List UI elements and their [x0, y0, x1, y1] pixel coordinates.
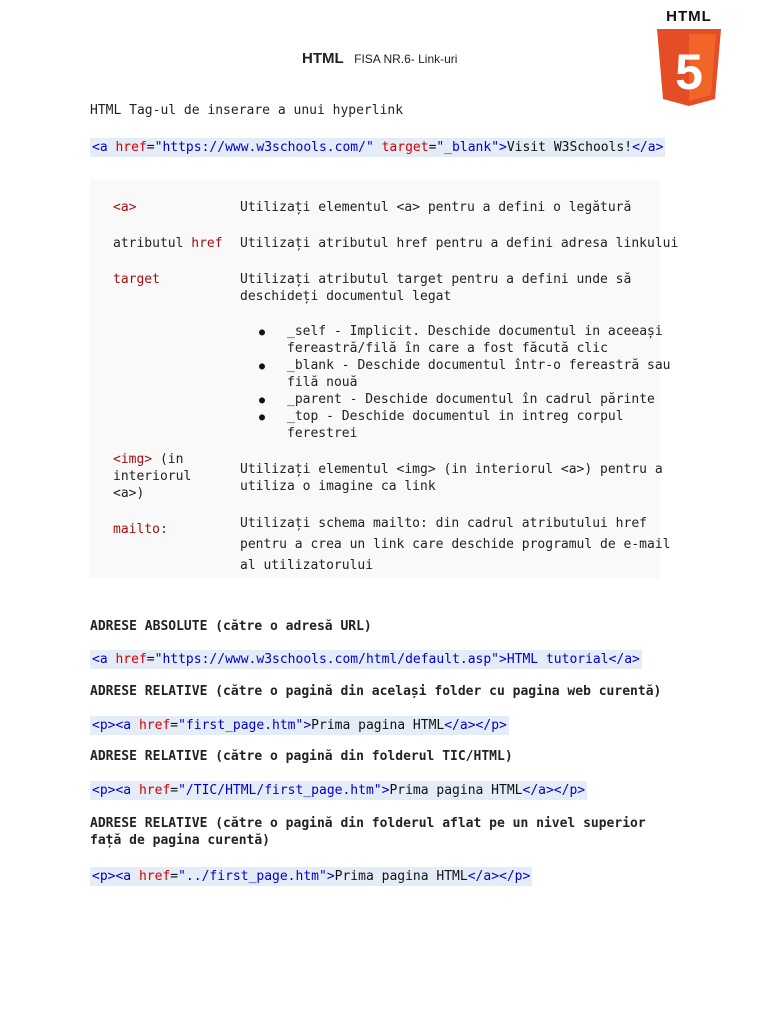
code-rel1: <p><a href="first_page.htm">Prima pagina HTML</a></p> [92, 718, 507, 733]
code-example-1: <a href="https://www.w3schools.com/" target="_blank">Visit W3Schools!</a> [92, 140, 664, 155]
logo-text: HTML [666, 8, 712, 25]
table-desc-img: Utilizați elementul <img> (in interiorul <a>) pentru a utiliza o imagine ca link [240, 462, 663, 494]
table-term-target: target [113, 272, 160, 287]
table-term-mailto: mailto: [113, 522, 168, 537]
table-desc-href: Utilizați atributul href pentru a defini adresa linkului [240, 236, 679, 251]
rel3-title: ADRESE RELATIVE (către o pagină din folderul aflat pe un nivel superior față de pagina curentă) [90, 816, 646, 848]
abs-title: ADRESE ABSOLUTE (către o adresă URL) [90, 619, 372, 634]
list-item: ● _top - Deschide documentul in intreg corpul ferestrei [259, 408, 671, 442]
code-abs: <a href="https://www.w3schools.com/html/default.asp">HTML tutorial</a> [92, 652, 640, 667]
intro-heading: HTML Tag-ul de inserare a unui hyperlink [90, 103, 404, 118]
table-desc-a: Utilizați elementul <a> pentru a defini o legătură [240, 200, 632, 215]
table-desc-target: Utilizați atributul target pentru a defini unde să deschideți documentul legat [240, 272, 632, 304]
table-term-a: <a> [113, 200, 137, 215]
title-fisa: FISA NR.6- Link-uri [354, 52, 458, 66]
title-html: HTML [302, 50, 344, 67]
list-item: ● _blank - Deschide documentul într-o fereastră sau filă nouă [259, 357, 671, 391]
table-term-href: atributul href [113, 236, 223, 251]
table-desc-mailto: Utilizați schema mailto: din cadrul atributului href pentru a crea un link care deschide programul de e-mail al utilizatorului [240, 516, 671, 573]
code-rel3: <p><a href="../first_page.htm">Prima pagina HTML</a></p> [92, 869, 531, 884]
html5-logo [655, 8, 723, 108]
rel2-title: ADRESE RELATIVE (către o pagină din folderul TIC/HTML) [90, 749, 513, 764]
rel1-title: ADRESE RELATIVE (către o pagină din același folder cu pagina web curentă) [90, 684, 662, 699]
table-term-img: <img> (in interiorul <a>) [113, 452, 192, 501]
html5-shield-icon [655, 27, 723, 107]
list-item: ● _self - Implicit. Deschide documentul in aceeași fereastră/filă în care a fost făcută clic [259, 323, 671, 357]
code-rel2: <p><a href="/TIC/HTML/first_page.htm">Prima pagina HTML</a></p> [92, 783, 586, 798]
page-title [302, 50, 457, 68]
logo-digit: 5 [675, 44, 703, 100]
target-options-list [259, 323, 671, 442]
list-item: ● _parent - Deschide documentul în cadrul părinte [259, 391, 671, 408]
